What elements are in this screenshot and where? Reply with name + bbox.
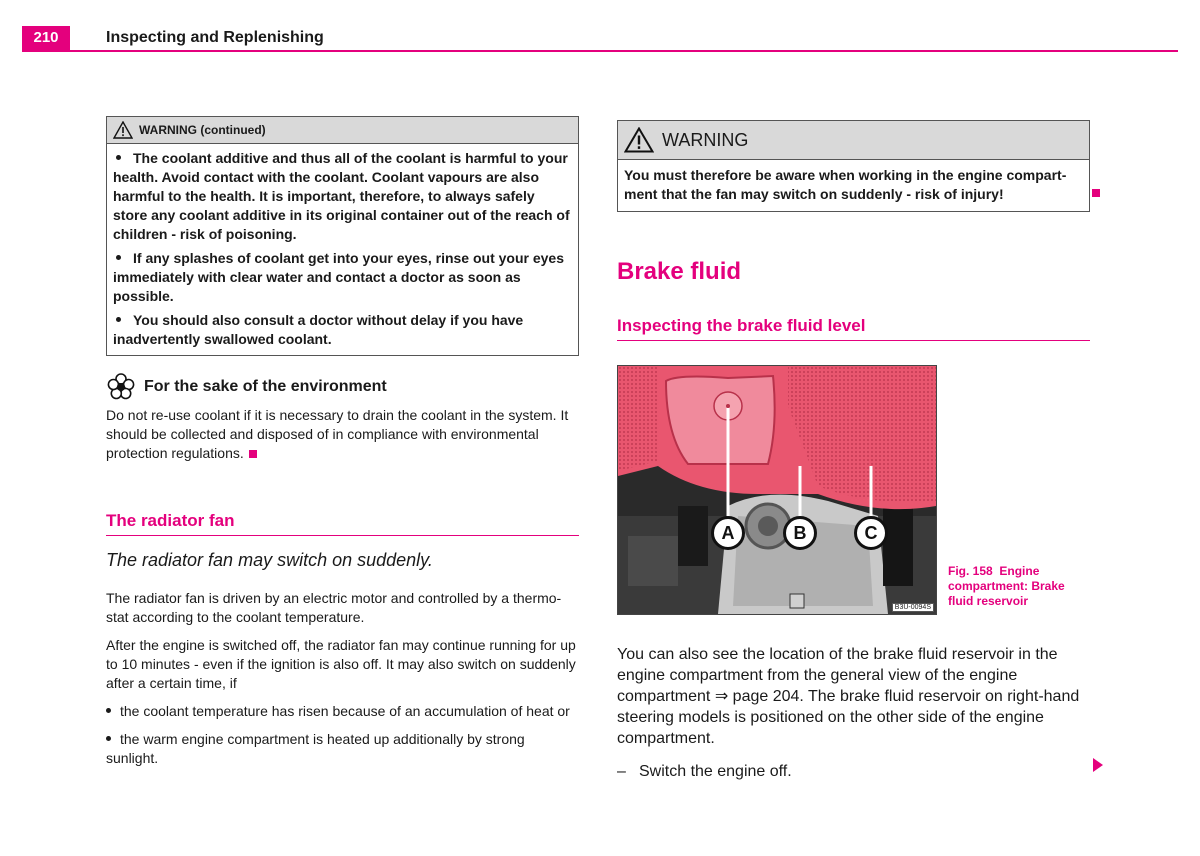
warning-continued-header bbox=[107, 117, 578, 144]
radiator-fan-bullet: the warm engine compartment is heated up additionally by strong sunlight. bbox=[106, 731, 525, 766]
bullet-icon bbox=[116, 317, 121, 322]
warning-title: WARNING bbox=[662, 129, 749, 150]
warning-continued-body bbox=[107, 144, 578, 355]
environment-text: Do not re-use coolant if it is necessary to drain the coolant in the system. It should be collected and disposed of in compliance with environmental protection regulations. bbox=[106, 407, 569, 461]
end-of-section-icon bbox=[1092, 189, 1100, 197]
flower-icon bbox=[106, 372, 136, 402]
warning-header bbox=[618, 121, 1089, 160]
callout-b: B bbox=[783, 516, 817, 550]
environment-heading bbox=[106, 372, 579, 402]
bullet-icon bbox=[116, 155, 121, 160]
warning-continued-box bbox=[106, 116, 579, 356]
bullet-icon bbox=[106, 736, 111, 741]
radiator-fan-para-2: After the engine is switched off, the radiator fan may continue running for up to 10 minutes - even if the ignition is also off. It may also switch on suddenly after a certain time, if bbox=[106, 637, 576, 691]
environment-title: For the sake of the environment bbox=[144, 378, 387, 395]
warning-triangle-icon bbox=[624, 127, 654, 153]
radiator-fan-para-1: The radiator fan is driven by an electric motor and controlled by a thermo-stat according to the coolant temperature. bbox=[106, 590, 562, 625]
left-column bbox=[106, 116, 579, 777]
callout-a: A bbox=[711, 516, 745, 550]
brake-fluid-title: Brake fluid bbox=[617, 258, 742, 285]
warning-triangle-icon bbox=[113, 121, 133, 139]
engine-compartment-figure bbox=[617, 365, 937, 615]
radiator-fan-title: The radiator fan bbox=[106, 511, 579, 536]
warning-box bbox=[617, 120, 1090, 212]
figure-caption: Fig. 158 Engine compartment: Brake fluid reservoir bbox=[948, 564, 1065, 608]
page-header bbox=[22, 26, 1178, 52]
warning-text: You must therefore be aware when working in the engine compart-ment that the fan may switch on suddenly - risk of injury! bbox=[624, 167, 1067, 202]
warning-item: You should also consult a doctor without delay if you have inadvertently swallowed coolant. bbox=[113, 312, 524, 347]
brake-fluid-level-title: Inspecting the brake fluid level bbox=[617, 316, 1090, 341]
step-item: – Switch the engine off. bbox=[617, 763, 792, 780]
step-text: Switch the engine off. bbox=[639, 763, 792, 780]
warning-item: If any splashes of coolant get into your eyes, rinse out your eyes immediately with clear water and contact a doctor as soon as possible. bbox=[113, 250, 565, 304]
radiator-fan-lead: The radiator fan may switch on suddenly. bbox=[106, 550, 433, 570]
radiator-fan-bullet: the coolant temperature has risen because of an accumulation of heat or bbox=[106, 702, 579, 721]
right-column bbox=[617, 120, 1090, 781]
bullet-icon bbox=[116, 255, 121, 260]
warning-continued-title: WARNING (continued) bbox=[139, 123, 266, 137]
chapter-title: Inspecting and Replenishing bbox=[106, 29, 324, 46]
continue-arrow-icon bbox=[1093, 758, 1103, 772]
bullet-icon bbox=[106, 708, 111, 713]
engine-compartment-illustration bbox=[618, 366, 936, 614]
end-of-section-icon bbox=[249, 450, 257, 458]
figure-code: B3U-0094S bbox=[892, 603, 934, 612]
brake-fluid-paragraph: You can also see the location of the brake fluid reservoir in the engine compartment from the general view of the engine compartment ⇒ page 204. The brake fluid reservoir on right-hand steering models is positioned on the other side of the engine compartment. bbox=[617, 646, 1080, 747]
callout-c: C bbox=[854, 516, 888, 550]
page-number: 210 bbox=[22, 26, 70, 50]
warning-item: The coolant additive and thus all of the coolant is harmful to your health. Avoid contact with the coolant. Coolant vapours are also harmful to the health. It is important, therefore, to always safely store any coolant additive in its original container out of the reach of children - risk of poisoning. bbox=[113, 150, 570, 242]
warning-body bbox=[618, 160, 1089, 211]
